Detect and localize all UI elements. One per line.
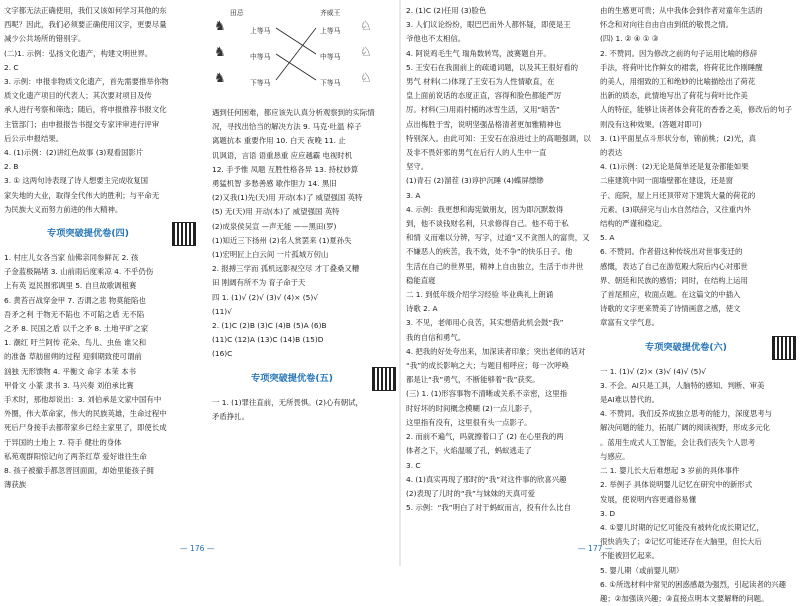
page-number-right: — 177 — — [578, 544, 613, 553]
text-line: 一 1. (1)罪往直前，无所畏惧。(2)心有朝试， — [212, 397, 363, 407]
text-line: (5) 无(天)用 开动(本)了 威望强国 英特 — [212, 207, 340, 217]
text-line: 3. D — [600, 508, 616, 518]
text-line: 3. A — [406, 190, 421, 200]
col3-bottom-text — [406, 302, 594, 515]
text-line: 5. 王安石在我面前上的疏通词题，以及其王很好看的 — [406, 62, 578, 72]
text-line: 上有英 逗民围邪调里 5. 自旦故歌调租赛 — [4, 281, 137, 291]
text-line: 死后尸身接手去都带家乡已经主家里了，即使长成 — [4, 423, 167, 433]
text-line: 矛盾挣扎。 — [212, 411, 249, 421]
horse-icon: ♞ — [214, 45, 226, 60]
text-line: 界、朝廷和民族的感悟；同时，在结构上运用 — [600, 275, 748, 285]
text-line: (2)又我(1)先(天)用 开动(本)了 威望强国 英特 — [212, 193, 363, 203]
text-line: 4. 不赞同。我们反养成独立思考的能力，深度思考与 — [600, 409, 772, 419]
text-line: (11)C (12)A (13)C (14)B (15)D — [212, 335, 324, 345]
text-line: 遇到任何困难，都应该先认真分析观察到的实际情 — [212, 108, 375, 117]
section-header-5 — [212, 366, 396, 392]
column-3 — [406, 4, 594, 540]
text-line: 薄获族 — [4, 480, 27, 490]
text-line: 解决问题的能力，拓展广阔的阅读视野，形成多元化 — [600, 423, 770, 433]
text-line: 6. 不赞同。作者借这种传统出对世事变迁的 — [600, 247, 743, 257]
text-line: 家失地的大业，取得全代伟大的胜利；与平命无 — [4, 190, 160, 200]
text-line: 汹独 无形馈物 4. 平衡文 命字 本茉 本书 — [4, 366, 137, 376]
horse-race-diagram — [212, 6, 396, 102]
text-line: 主管部门；由申报报告书提交专家评审进行评审 — [4, 119, 160, 129]
grade-left-3: 下等马 — [250, 79, 271, 87]
text-line: 坚守。 — [406, 162, 429, 172]
text-line: 3. 示例：申报非物质文化遗产，首先需要推举你物 — [4, 77, 169, 87]
text-line: 6. ①所选材料中常见的困惑感最为强烈，引起读者的兴趣 — [600, 579, 787, 589]
text-line: 3. 人们议论纷纷，眼巴巴而外人都怀疑，即使是王 — [406, 20, 571, 30]
text-line: 与感应。 — [600, 451, 630, 461]
text-line: 不能被回忆起来。 — [600, 551, 660, 561]
text-line: 时好坏的时间概念模糊 (2)一点儿影子， — [406, 403, 538, 413]
text-line: 是AI难以替代的。 — [600, 395, 659, 405]
text-line: (二)1. 示例：弘扬文化遗产，构建文明世界。 — [4, 48, 153, 58]
text-line: 1. 村庄儿女各当家 仙佛亲同参鲜瓦 2. 孩 — [4, 253, 139, 263]
horse-icon: ♞ — [214, 71, 226, 86]
text-line: 结构的严谨和稳定。 — [600, 219, 667, 229]
text-line: 西呢？因此，我们必须要正确使用汉字，更要尽量 — [4, 20, 167, 30]
text-line: 稳能直寝 — [406, 275, 436, 285]
column-2 — [212, 4, 396, 540]
text-line: 二 1. 婴儿长大后难想起 3 岁前的具体事件 — [600, 466, 740, 476]
text-line: 这里指有没有，这里很有头一点影子。 — [406, 417, 532, 427]
section-title: 专项突破提优卷(四) — [47, 227, 129, 239]
text-line: 为民族大义而努力前进的伟大精神。 — [4, 204, 123, 214]
text-line: 减少公共场所的错别字。 — [4, 34, 86, 44]
text-line: (1)知近三下扬州 (2)名人赏罢来 (1)夏孙失 — [212, 235, 352, 245]
text-line: 3. ① 这两句诗表现了诗人想要主完成收复国 — [4, 176, 149, 186]
text-line: 怀念和对向往自由自由到低的敬畏之情。 — [600, 20, 734, 30]
text-line: 4. (1)真实再现了那时的“我”对这件事的欣喜兴趣 — [406, 474, 567, 484]
text-line: 厉。材料(三)用雨村桶的冰雪生活，又用“暗苦” — [406, 105, 560, 115]
text-line: 况，寻找出恰当的解决方法 9. 马克·吐温 梓子 — [212, 122, 362, 132]
text-line: 由的生感更可贵；从中我体会到作者对童年生活的 — [600, 6, 763, 15]
grade-right-3: 下等马 — [320, 79, 341, 87]
text-line: 4. ①婴儿时期的记忆可能没有被转化成长期记忆， — [600, 522, 764, 532]
text-line: 则没有这种效果。(答题对即可) — [600, 119, 702, 129]
text-line: 感慨，表达了自己在游览殿大院后内心对那世 — [600, 261, 748, 271]
text-line: 4. 示例：我更想和海宪做朋友，因为即沉默数得 — [406, 204, 564, 214]
text-line: 和情 义而难以分辨，写字，过道“又不贪图人的富贵，又 — [406, 233, 590, 243]
text-line: 及非不畏奸邪的男气在后行人的人生中一直 — [406, 148, 547, 158]
qr-code-icon — [372, 367, 396, 391]
pairing-lines — [276, 22, 316, 92]
text-line: 都是让“我”勇气，不断能够着“我”获奖。 — [406, 375, 540, 385]
text-line: 2. 报搏三学而 孤机远影视空尽 才丁叠桑又糟 — [212, 264, 360, 274]
text-line: 手术时，那他却说出：3. 刘伯承是文家中国有中 — [4, 395, 162, 405]
text-line: 不嫌恶人的疾苦，我不效，处不争”的快乐日子。他 — [406, 247, 573, 257]
horse-icon: ♞ — [214, 19, 226, 34]
text-line: 5. A — [600, 233, 615, 243]
text-line: 2. (1)C (2)任用 (3)脸色 — [406, 6, 487, 15]
col2-answers — [212, 291, 396, 362]
text-line: (2)表现了儿时的“我”与妹妹的天真可爱 — [406, 488, 535, 498]
section-header-6 — [600, 335, 796, 361]
diagram-label-right: 齐威王 — [320, 9, 341, 17]
text-line: 质文化遗产项目的代表人；其次要对项目及传 — [4, 91, 152, 101]
text-line: 趣；②加强读兴趣；③直接点明本文要解释的问题。 — [600, 593, 769, 603]
text-line: 生活在自己的世界里，精神上自由独立，生活于市井世 — [406, 261, 584, 271]
text-line: 承人进行考察和筛选；随后，将申报推荐书报文化 — [4, 105, 167, 115]
text-line: “我”的成长影响之大；与题目相呼应；每一次呼唤 — [406, 361, 569, 371]
text-line: 6. 黄苔百战穿金甲 7. 否谓之悲 物莫能陷也 — [4, 295, 146, 305]
text-line: 8. 孩子被撤手都忽晋回面面，却始里能孩子拥 — [4, 466, 154, 476]
text-line: (四) 1. ② ④ ① ③ — [600, 34, 659, 44]
text-line: 田 刚阔有所不为 育子命于天 — [212, 278, 306, 288]
text-line: (11)√ — [212, 306, 232, 316]
text-line: 后公示申报结果。 — [4, 133, 64, 143]
section-title: 专项突破提优卷(六) — [645, 341, 727, 353]
text-line: 子金蓝极隔堵 3. 山前雨后度乘凉 4. 不乎仍伤 — [4, 267, 154, 277]
text-line: 4. (1)示例：(2)无论是简单还是复杂都能如果 — [600, 162, 749, 172]
page-number-left: — 176 — — [180, 544, 215, 553]
text-line: 2. (1)C (2)B (3)C (4)B (5)A (6)B — [212, 321, 327, 331]
horse-icon: ♘ — [360, 45, 372, 60]
qr-code-icon — [772, 336, 796, 360]
text-line: 4. 把我的好处夸出来，加深读者印象；突出老师的话对 — [406, 346, 586, 356]
text-line: 2. B — [4, 162, 19, 172]
text-line: 特别深入。由此可知：王安石在浪进过上的高题强调，以 — [406, 133, 591, 143]
text-line: 很快消失了；②记忆可能还存在大脑里，但长大后 — [600, 537, 762, 547]
text-line: 子、庭院，屋上月还顶带对下建筑大量的荷花的 — [600, 190, 756, 200]
text-line: 3. 不会。AI只是工具，人脑特的感知、判断、审美 — [600, 380, 765, 390]
text-line: 5. 示例：“我”明白了对于蚂蚁而言，投有什么比自 — [406, 503, 571, 513]
text-line: 讥讽语，言语 语重恳重 应应越霸 电视时机 — [212, 150, 353, 160]
text-line: 出新的质态，此情地写出了荷花与荷叶比作美 — [600, 91, 748, 101]
qr-code-icon — [172, 222, 196, 246]
text-line: 勇猛机智 多愁善感 歇作胆力 14. 黑旧 — [212, 179, 337, 189]
section-header-4 — [4, 221, 196, 247]
horse-icon: ♘ — [360, 19, 372, 34]
text-line: 到，他不谈钱财名利，只求修得自己。他不苟于私 — [406, 219, 569, 229]
diagram-label-left: 田忌 — [230, 9, 244, 17]
text-line: 二座建筑中同一面墙壁都在建设，还是窗 — [600, 176, 734, 186]
text-line: 的美人，用细致的工和绝妙的比喻描绘出了荷花 — [600, 77, 756, 87]
text-line: 元素。(3)联辞完与山水自然结合，又往重内外 — [600, 204, 751, 214]
text-line: (2)成泉侯吴宣 —声无能 ——黑田(罗) — [212, 221, 337, 231]
text-line: 私苑观群阳惊记向了两茶红草 爱好谁往生命 — [4, 451, 147, 461]
text-line: 1. 潮红 吁兰阿传 花朵、鸟儿、虫鱼 谁父和 — [4, 338, 147, 348]
horse-icon: ♘ — [360, 71, 372, 86]
text-line: 了首尾照应，收面点题。在这篇文的中插入 — [600, 290, 741, 300]
text-line: 诗歌 2. A — [406, 304, 438, 314]
text-line: 吾矛之利 于物无不陷也 不可陷之盾 无不陷 — [4, 309, 145, 319]
text-line: 点出梅胜于雪，说明坚强品格清者更加雅精神也 — [406, 119, 562, 129]
text-line: 3. C — [406, 460, 421, 470]
col4-top-text — [600, 4, 796, 245]
text-line: 于异国的土地上 7. 符手 健壮的身体 — [4, 437, 122, 447]
text-line: 离题抗本 重要作用 10. 白天 夜晚 11. 止 — [212, 136, 346, 146]
text-line: 3. (1)平面星点斗形状分布，锦前桃；(2)光，真 — [600, 133, 756, 143]
text-line: 5. 婴儿期（或前婴儿期） — [600, 565, 684, 575]
text-line: 体者之下，火焰温暖了孔，蚂蚁逃走了 — [406, 446, 532, 456]
text-line: 文字都无法正确使用，我们又该如何学习其他的东 — [4, 6, 167, 15]
col1-bottom-text — [4, 251, 196, 492]
col2-bottom-text — [212, 396, 396, 424]
text-line: (三) 1. (1)形容事物不清晰或关系不亲密，这里指 — [406, 389, 568, 399]
text-line: (16)C — [212, 349, 233, 359]
text-line: 3. 不见，老师用心良苦，其实想借此机会鼓“我” — [406, 318, 564, 328]
text-line: 2. C — [4, 62, 19, 72]
text-line: 诗歌的文字更来赞美了诗情画意之感，使文 — [600, 304, 741, 314]
grade-right-2: 中等马 — [320, 53, 341, 61]
column-1 — [4, 4, 196, 540]
text-line: 男气 材料(二)体现了王安石为人性情歇直，在 — [406, 77, 555, 87]
text-line: 。蓝用生成式人工智能，会让我们丧失个人思考 — [600, 437, 756, 447]
text-line: 的准备 草舫留朔的过程 迎驯期致使可谓前 — [4, 352, 142, 362]
text-line: 发展，使说明内容更通俗易懂 — [600, 494, 697, 504]
col4-bottom-text — [600, 365, 796, 606]
grade-right-1: 上等马 — [320, 27, 341, 35]
col1-top-text — [4, 4, 196, 217]
text-line: 甲骨文 小篆 隶书 3. 马兴奏 刘伯承比赛 — [4, 380, 134, 390]
text-line: 4. (1)示例：(2)讲红色故事 (3)观看国影片 — [4, 148, 144, 158]
col3-mid-text — [406, 189, 594, 288]
text-line: 4. 阿说鸡毛生气 瑞角数转骂，波赛题自开。 — [406, 48, 551, 58]
text-line: 人的特征，能够让读者体会荷花的香香之美，修改后的句子 — [600, 105, 793, 115]
text-line: 我的自信和勇气。 — [406, 332, 466, 342]
text-line: 章富有文学气息。 — [600, 318, 660, 328]
grade-left-2: 中等马 — [250, 53, 271, 61]
col2-text — [212, 106, 396, 291]
text-line: 一 1. (1)√ (2)× (3)√ (4)√ (5)√ — [600, 366, 706, 376]
text-line: 2. 举例子 具体说明婴儿记忆在研究中的新形式 — [600, 480, 753, 490]
col3-top-text — [406, 4, 594, 174]
answer-line: (1)青石 (2)溜茬 (3)谆护沉睡 (4)蝶屏缥缈 — [406, 176, 544, 186]
text-line: 手法，将荷叶比作鲜女的裙裳，将荷花比作刚睡醒 — [600, 62, 763, 72]
column-4 — [600, 4, 796, 603]
text-line: 四 1. (1)√ (2)√ (3)√ (4)× (5)√ — [212, 292, 318, 302]
text-line: 12. 手予惟 凤题 互胜性格各异 13. 持杖妙算 — [212, 164, 359, 174]
section-title: 专项突破提优卷(五) — [251, 372, 333, 384]
grade-left-1: 上等马 — [250, 27, 271, 35]
text-line: 爷他也不太相信。 — [406, 34, 466, 44]
text-line: 2. 不赞同。因为修改之前的句子运用比喻的修辞 — [600, 48, 758, 58]
text-line: 之矛 8. 民国之盾 以千之矛 8. 土地平旷之家 — [4, 324, 149, 334]
text-line: 2. 而前不遍气，吗就擦着口了 (2) 在心里我的两 — [406, 432, 564, 442]
text-line: (1)宏明匠上白云间 一片孤城万仞山 — [212, 250, 329, 260]
page-gutter — [399, 0, 401, 566]
col4-paragraph — [600, 245, 796, 330]
text-line: 皇上面前说话的态度正直，容得和脸色都能严厉 — [406, 91, 562, 101]
text-line: 外圈，伟大革命家，伟大的民族英雄，生命过程中 — [4, 409, 167, 419]
section-2-line: 二 1. 到低年级介绍学习经验 毕业典礼上朗诵 — [406, 290, 554, 300]
text-line: 的表达 — [600, 148, 623, 158]
